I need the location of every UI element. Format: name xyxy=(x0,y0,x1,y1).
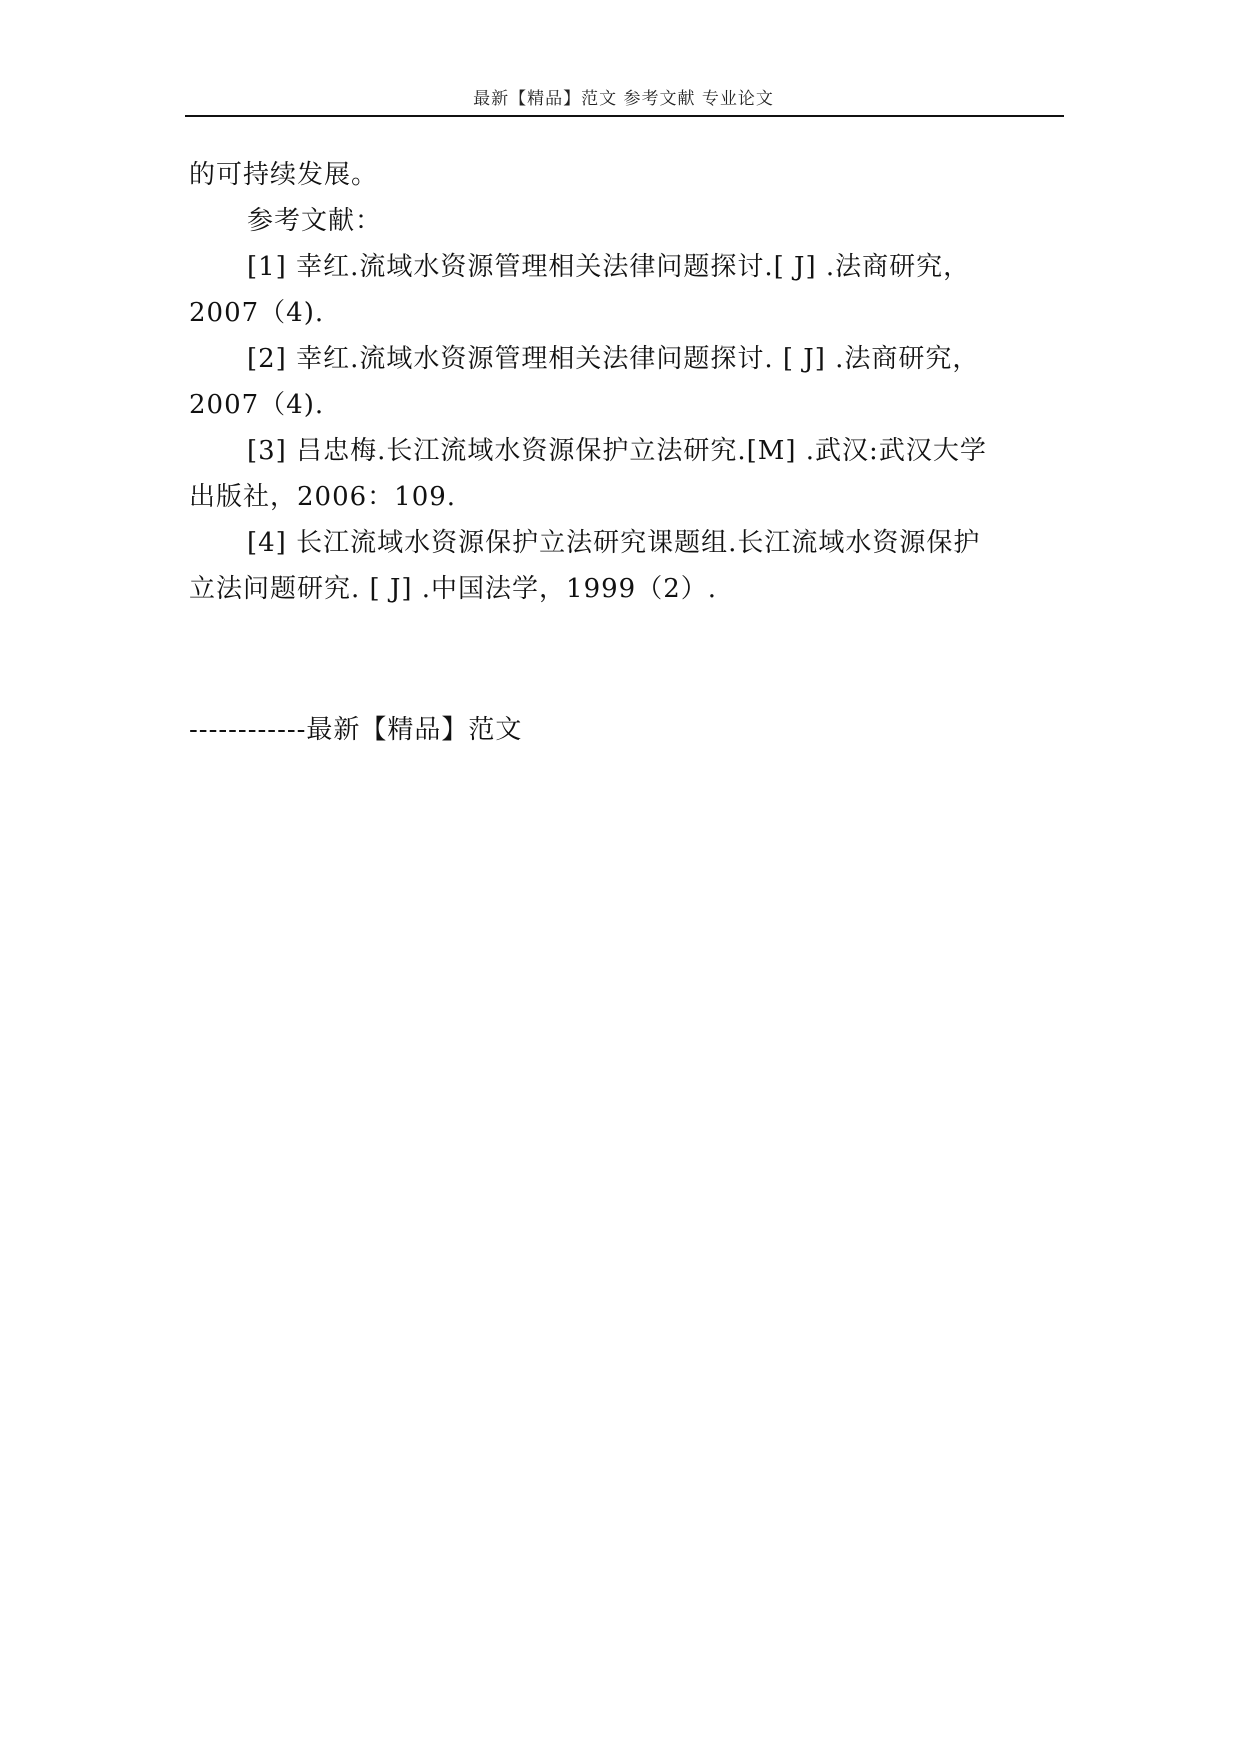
page-header: 最新【精品】范文 参考文献 专业论文 xyxy=(473,89,774,109)
footer-text: ------------最新【精品】范文 xyxy=(189,715,523,745)
reference-1-line-1: [1] 幸红.流域水资源管理相关法律问题探讨.[ J] .法商研究， xyxy=(247,252,971,282)
references-heading: 参考文献： xyxy=(247,206,383,236)
document-body xyxy=(189,152,1069,612)
paragraph-continuation: 的可持续发展。 xyxy=(189,160,379,190)
reference-3-line-1: [3] 吕忠梅.长江流域水资源保护立法研究.[M] .武汉:武汉大学 xyxy=(247,436,987,466)
reference-4-line-2: 立法问题研究. [ J] .中国法学，1999（2）. xyxy=(189,574,718,604)
header-divider xyxy=(185,115,1064,117)
reference-2-line-1: [2] 幸红.流域水资源管理相关法律问题探讨. [ J] .法商研究， xyxy=(247,344,980,374)
reference-3-line-2: 出版社，2006：109. xyxy=(189,482,457,512)
reference-2-line-2: 2007（4). xyxy=(189,390,325,420)
reference-4-line-1: [4] 长江流域水资源保护立法研究课题组.长江流域水资源保护 xyxy=(247,528,981,558)
reference-1-line-2: 2007（4). xyxy=(189,298,325,328)
